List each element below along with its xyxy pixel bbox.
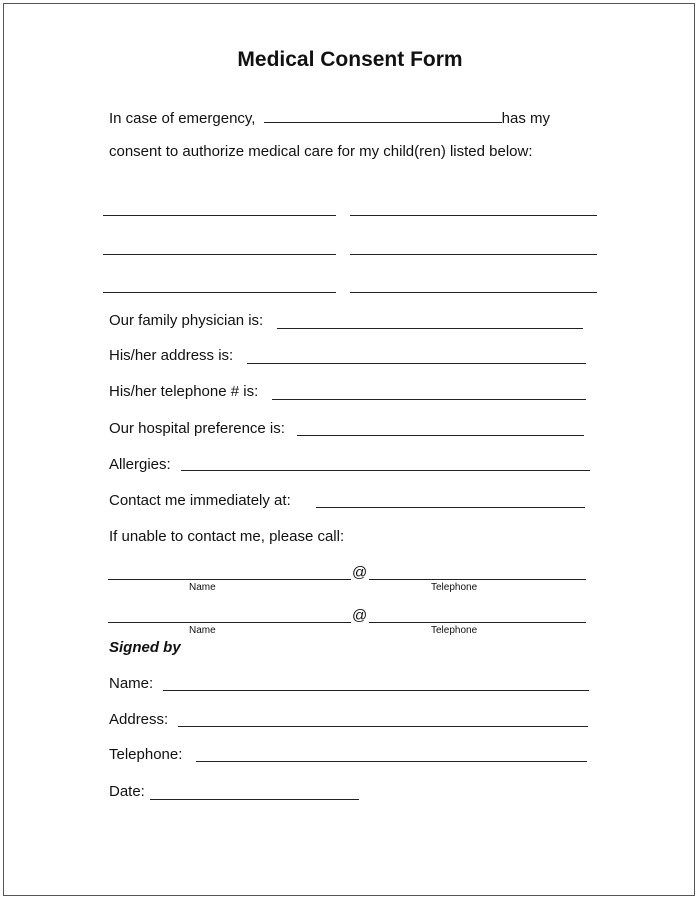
- signed-by-heading: Signed by: [109, 639, 181, 656]
- unable-contact-text: If unable to contact me, please call:: [109, 528, 345, 545]
- signer-address-field[interactable]: [178, 726, 588, 727]
- address-row: [109, 347, 233, 365]
- alt-contact-phone-field-2[interactable]: [369, 622, 586, 623]
- physician-label: Our family physician is:: [109, 312, 264, 329]
- contact-field[interactable]: [316, 507, 585, 508]
- telephone-row: [109, 383, 258, 401]
- at-sign-2: @: [352, 607, 368, 624]
- child-field-1[interactable]: [103, 215, 336, 216]
- child-field-3[interactable]: [103, 254, 336, 255]
- physician-telephone-label: His/her telephone # is:: [109, 383, 259, 400]
- alt-contact-name-field-1[interactable]: [108, 579, 351, 580]
- intro-prefix: In case of emergency,: [109, 110, 256, 127]
- allergies-label: Allergies:: [109, 456, 171, 473]
- signer-telephone-field[interactable]: [196, 761, 587, 762]
- page-border: [3, 3, 695, 896]
- physician-address-label: His/her address is:: [109, 347, 234, 364]
- physician-telephone-field[interactable]: [272, 399, 586, 400]
- telephone-caption-2: Telephone: [431, 625, 478, 636]
- hospital-label: Our hospital preference is:: [109, 420, 285, 437]
- signer-date-field[interactable]: [150, 799, 359, 800]
- name-caption-2: Name: [189, 625, 216, 636]
- alt-contact-name-field-2[interactable]: [108, 622, 351, 623]
- allergies-field[interactable]: [181, 470, 590, 471]
- at-sign-1: @: [352, 564, 368, 581]
- intro-line-2: consent to authorize medical care for my child(ren) listed below:: [109, 143, 533, 160]
- name-caption-1: Name: [189, 582, 216, 593]
- signer-telephone-label: Telephone:: [109, 746, 183, 763]
- physician-address-field[interactable]: [247, 363, 586, 364]
- contact-label: Contact me immediately at:: [109, 492, 291, 509]
- child-field-4[interactable]: [350, 254, 597, 255]
- signer-name-label: Name:: [109, 675, 154, 692]
- hospital-field[interactable]: [297, 435, 584, 436]
- child-field-2[interactable]: [350, 215, 597, 216]
- signer-address-label: Address:: [109, 711, 169, 728]
- guardian-name-field[interactable]: [264, 107, 502, 123]
- hospital-row: [109, 420, 285, 438]
- physician-row: [109, 312, 263, 330]
- physician-field[interactable]: [277, 328, 583, 329]
- intro-suffix: has my: [501, 110, 550, 127]
- contact-row: [109, 492, 291, 510]
- form-title: Medical Consent Form: [237, 48, 463, 71]
- intro-line: [109, 107, 550, 128]
- child-field-6[interactable]: [350, 292, 597, 293]
- child-field-5[interactable]: [103, 292, 336, 293]
- signer-date-label: Date:: [109, 783, 145, 800]
- alt-contact-phone-field-1[interactable]: [369, 579, 586, 580]
- telephone-caption-1: Telephone: [431, 582, 478, 593]
- signer-name-field[interactable]: [163, 690, 589, 691]
- allergies-row: [109, 456, 171, 474]
